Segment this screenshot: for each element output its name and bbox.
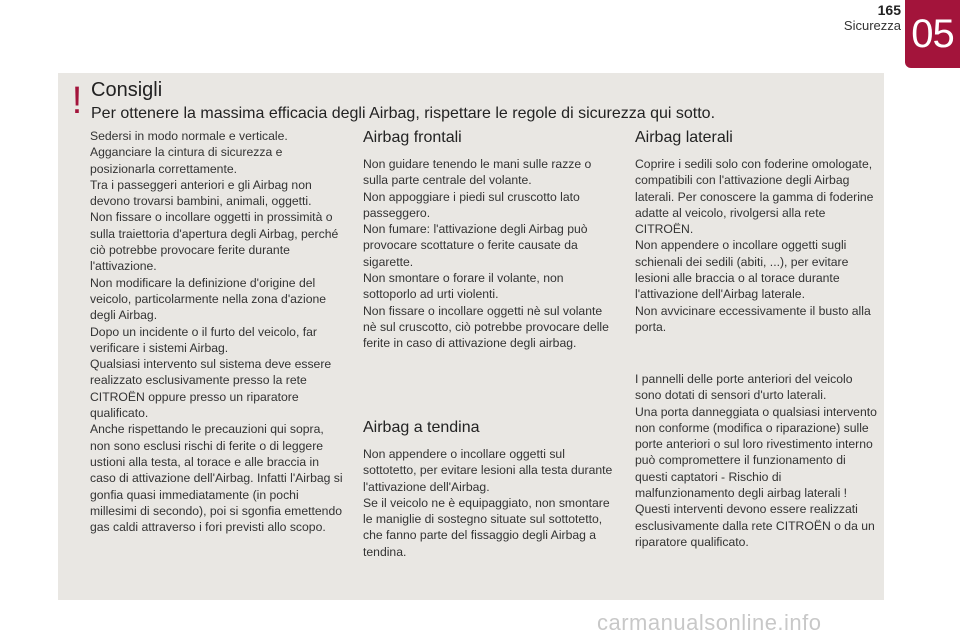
side-airbags-column [635, 128, 880, 549]
curtain-airbags-section [363, 418, 613, 560]
watermark: carmanualsonline.info [597, 610, 822, 635]
side-airbags-line: Non appendere o incollare oggetti sugli schienali dei sedili (abiti, ...), per evitare lesioni alle braccia o al torace durante l'attivazione dell'Airbag laterale. [635, 238, 849, 302]
advice-intro: Per ottenere la massima efficacia degli Airbag, rispettare le regole di sicurezza qui sotto. [91, 105, 716, 122]
general-line: Anche rispettando le precauzioni qui sopra, non sono esclusi rischi di ferite o di leggere ustioni alla testa, al torace e alle braccia in caso di attivazione dell'Airbag. Infatti l'Airbag si gonfia quasi immediatamente (in pochi millesimi di secondo), poi si sgonfia emettendo gas caldi attraverso i fori previsti allo scopo. [90, 422, 343, 535]
front-airbags-line: Non fumare: l'attivazione degli Airbag può provocare scottature o ferite causate da sigarette. [363, 222, 588, 269]
general-line: Dopo un incidente o il furto del veicolo, far verificare i sistemi Airbag. [90, 324, 317, 355]
side-airbags-line: Non avvicinare eccessivamente il busto alla porta. [635, 303, 871, 334]
front-airbags-line: Non fissare o incollare oggetti nè sul volante nè sul cruscotto, ciò potrebbe provocare delle ferite in caso di attivazione degli airbag. [363, 303, 609, 351]
general-line: Non fissare o incollare oggetti in prossimità o sulla traiettoria d'apertura degli Airbag, perché ciò potrebbe provocare ferite durante l'attivazione. [90, 210, 339, 274]
general-line: Non modificare la definizione d'origine del veicolo, particolarmente nella zona d'azione degli Airbag. [90, 275, 327, 323]
side-sensors-line: Questi interventi devono essere realizzati esclusivamente dalla rete CITROËN o da un riparatore qualificato. [635, 502, 875, 549]
side-airbags-title: Airbag laterali [635, 129, 733, 146]
curtain-airbags-title: Airbag a tendina [363, 419, 480, 436]
general-line: Tra i passeggeri anteriori e gli Airbag non devono trovarsi bambini, animali, oggetti. [90, 177, 312, 209]
curtain-airbags-line: Se il veicolo ne è equipaggiato, non smontare le maniglie di sostegno situate sul sottotetto, che fanno parte del fissaggio degli Airbag a tendina. [363, 495, 610, 559]
page-number: 165 [877, 2, 901, 18]
advice-title: Consigli [91, 79, 163, 101]
curtain-airbags-line: Non appendere o incollare oggetti sul sottotetto, per evitare lesioni alla testa durante l'attivazione dell'Airbag. [363, 447, 613, 494]
warning-icon: ! [71, 80, 83, 122]
general-advice-column [90, 128, 345, 535]
side-sensors-line: Una porta danneggiata o qualsiasi intervento non conforme (modifica o riparazione) sulle porte anteriori o sul loro rivestimento interno può compromettere il funzionamento di questi captatori - Rischio di malfunzionamento degli airbag laterali ! [635, 404, 877, 501]
general-line: Agganciare la cintura di sicurezza e posizionarla correttamente. [90, 145, 283, 176]
front-airbags-line: Non smontare o forare il volante, non sottoporlo ad urti violenti. [363, 271, 564, 302]
section-name: Sicurezza [843, 18, 901, 33]
front-airbags-column [363, 128, 613, 559]
advice-box [58, 73, 884, 600]
front-airbags-title: Airbag frontali [363, 129, 462, 146]
front-airbags-line: Non appoggiare i piedi sul cruscotto lato passeggero. [363, 189, 580, 220]
side-airbags-line: Coprire i sedili solo con foderine omologate, compatibili con l'attivazione degli Airbag laterali. Per conoscere la gamma di foderine adatte al veicolo, rivolgersi alla rete CITROËN. [635, 157, 874, 237]
general-line: Sedersi in modo normale e verticale. [90, 129, 288, 143]
side-sensors-line: I pannelli delle porte anteriori del veicolo sono dotati di sensori d'urto laterali. [635, 372, 853, 403]
chapter-tab: 05 [905, 0, 960, 68]
side-sensors-section [635, 371, 880, 550]
general-line: Qualsiasi intervento sul sistema deve essere realizzato esclusivamente presso la rete CITROËN oppure presso un riparatore qualificato. [90, 357, 332, 421]
front-airbags-line: Non guidare tenendo le mani sulle razze o sulla parte centrale del volante. [363, 157, 592, 188]
